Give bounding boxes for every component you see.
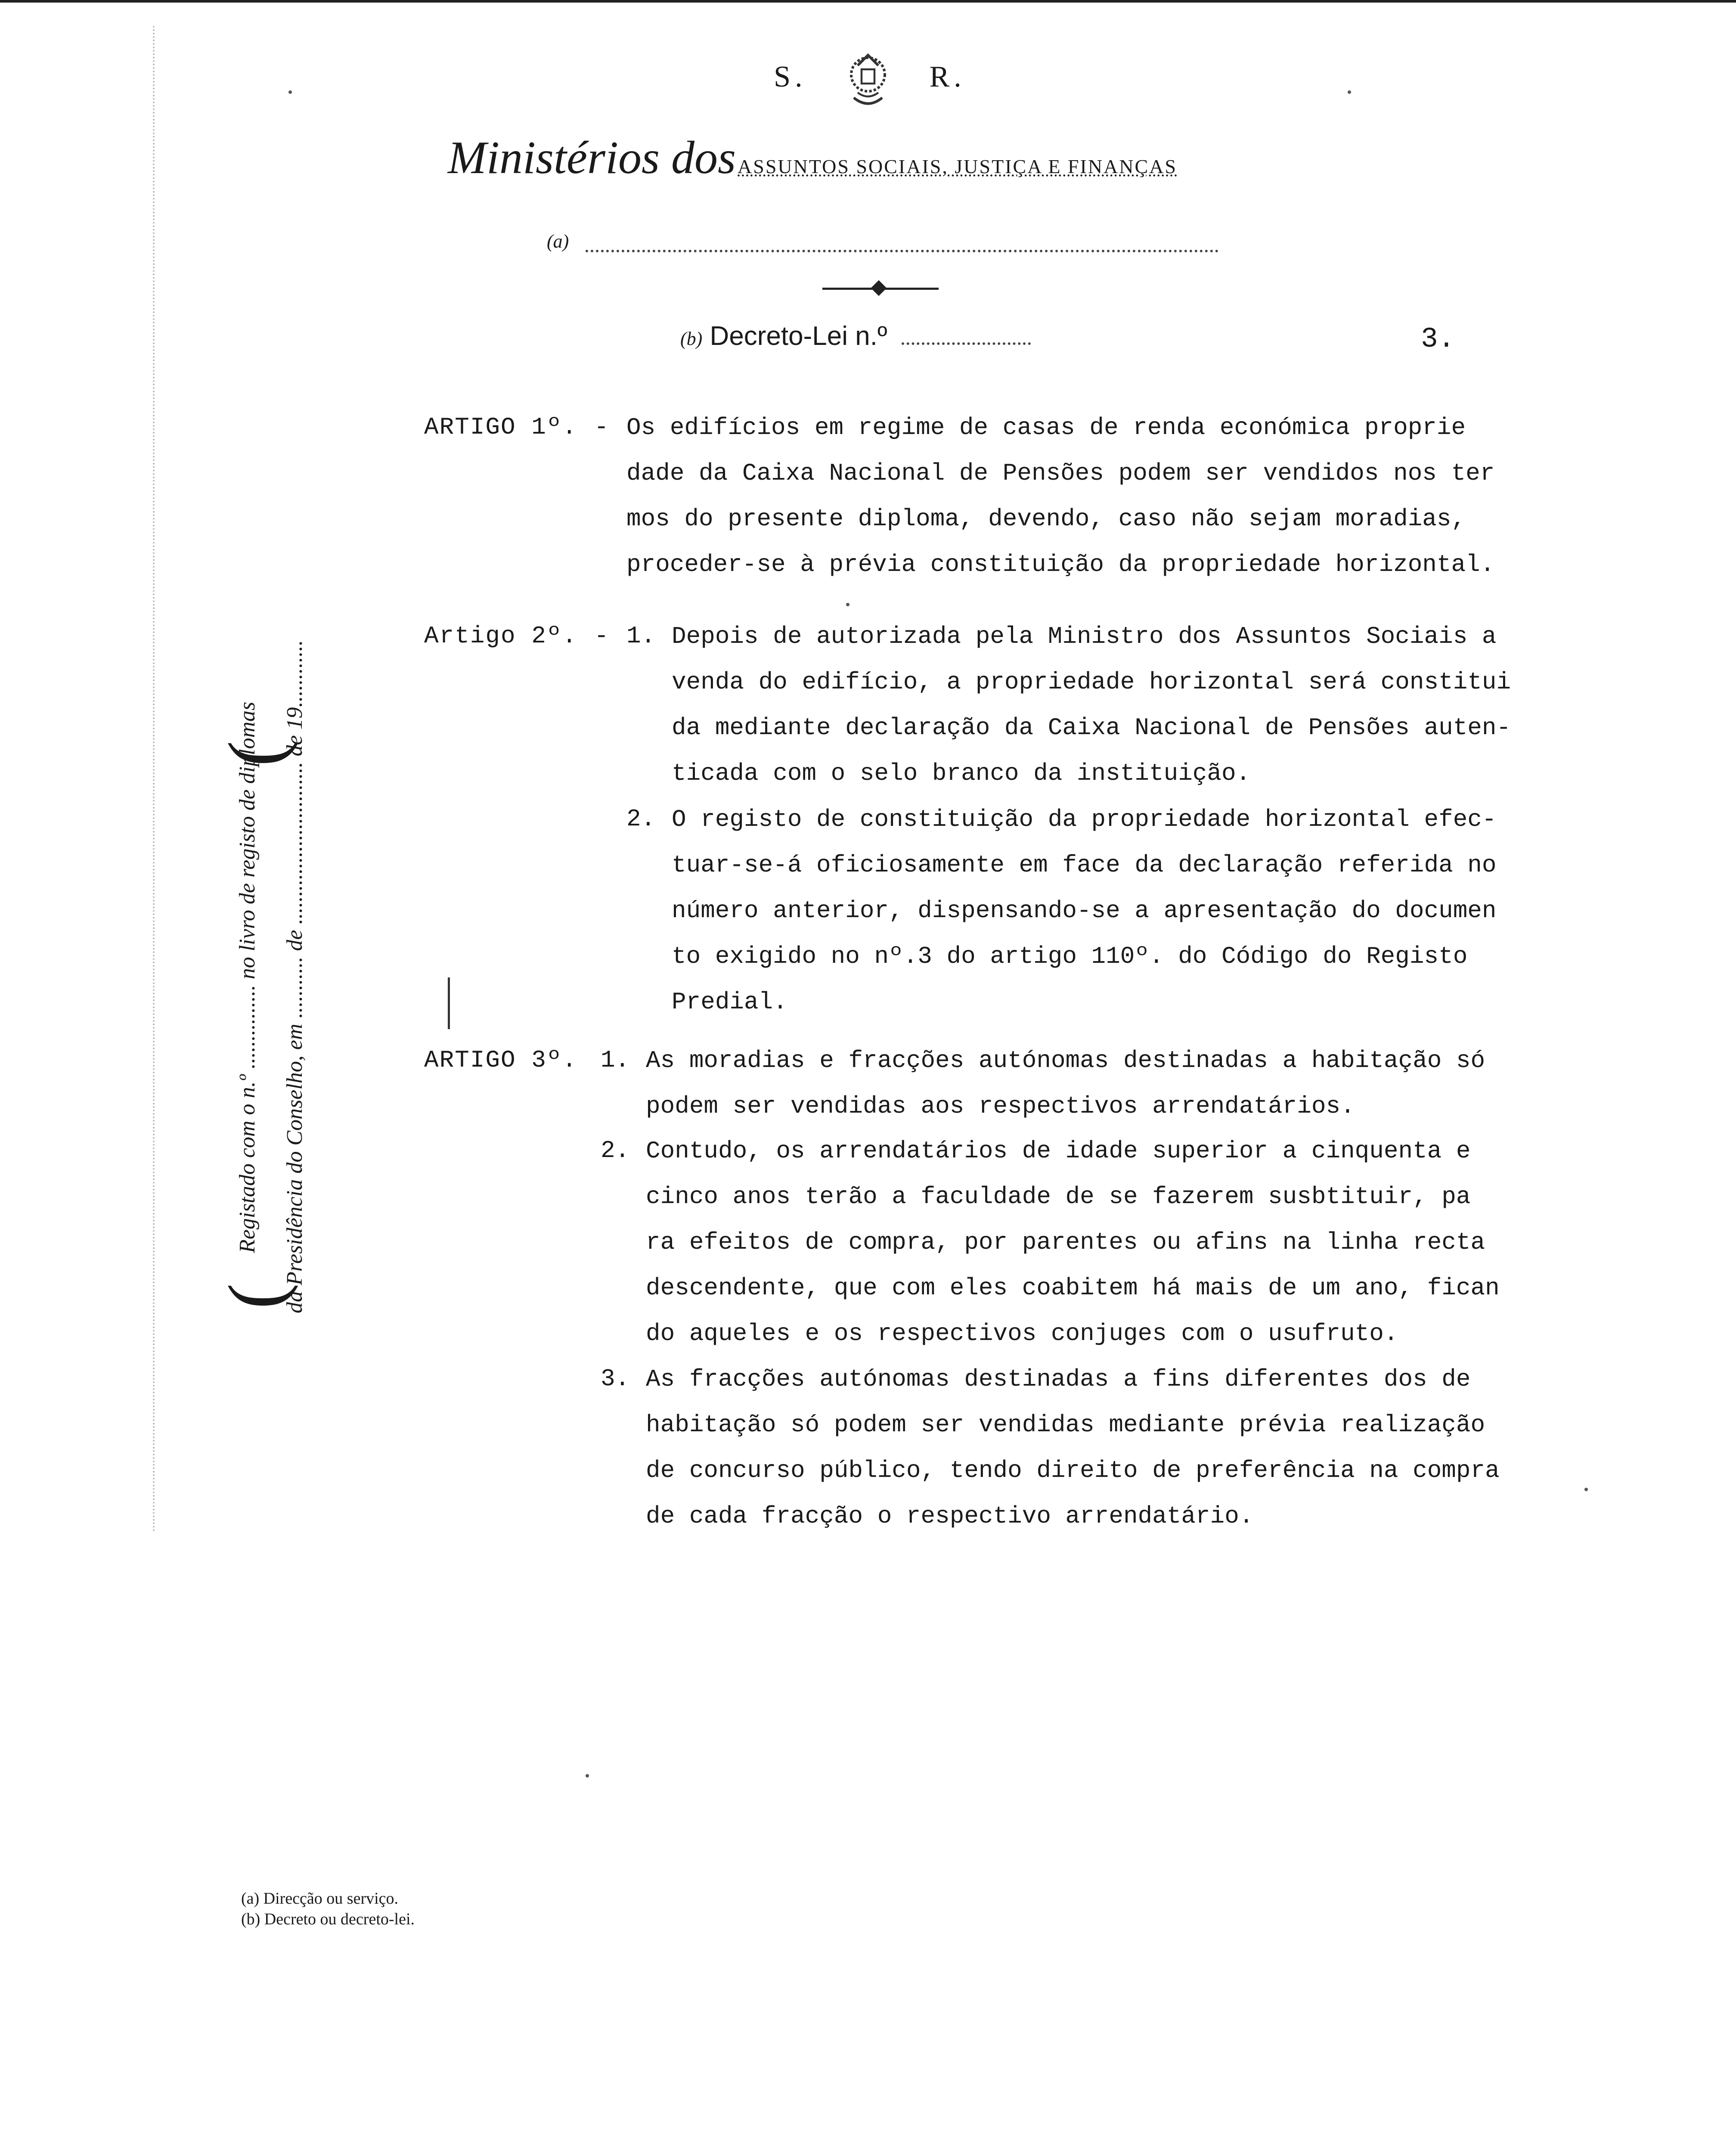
article-3-label: ARTIGO 3º. — [424, 1046, 578, 1074]
margin-registry-line2: da Presidência do Conselho, em ........... de ............................. de 19............ — [282, 640, 307, 1313]
article-2-item-1-num: 1. — [626, 622, 656, 650]
article-2-item-1-body — [672, 614, 1511, 796]
text-line: Os edifícios em regime de casas de renda económica proprie — [626, 414, 1466, 441]
decree-line — [680, 321, 1031, 351]
binding-holes — [153, 26, 156, 1533]
ministry-main: Ministérios dos — [448, 132, 736, 183]
text-line: As fracções autónomas destinadas a fins diferentes dos de — [646, 1365, 1471, 1393]
margin-registry-line1: Registado com o n.º ............... no livro de registo de diplomas — [235, 701, 260, 1253]
text-line: habitação só podem ser vendidas mediante prévia realização — [646, 1411, 1485, 1439]
article-1-label: ARTIGO 1º. — [424, 413, 578, 441]
article-2-item-2-body — [672, 797, 1497, 1025]
article-2-label: Artigo 2º. — [424, 622, 578, 650]
article-1-dash: - — [594, 413, 609, 441]
text-line: ticada com o selo branco da instituição. — [672, 760, 1251, 787]
article-2-item-2-num: 2. — [626, 805, 656, 833]
footnote-b: (b) Decreto ou decreto-lei. — [241, 1910, 415, 1928]
text-line: tuar-se-á oficiosamente em face da declaração referida no — [672, 851, 1497, 879]
footnote-a: (a) Direcção ou serviço. — [241, 1889, 399, 1908]
decree-number-dotted — [902, 342, 1031, 345]
header-right-mark: R. — [929, 60, 966, 94]
page-number: 3. — [1421, 323, 1455, 355]
article-2-dash: - — [594, 622, 609, 650]
footnotes — [241, 1888, 415, 1930]
margin-bracket-top: ( — [213, 741, 298, 766]
margin-bracket-bottom: ( — [213, 1283, 298, 1309]
text-line: mos do presente diploma, devendo, caso não sejam moradias, — [626, 505, 1466, 533]
scan-speck — [846, 603, 849, 606]
text-line: venda do edifício, a propriedade horizontal será constitui — [672, 668, 1511, 696]
text-line: As moradias e fracções autónomas destinadas a habitação só — [646, 1047, 1485, 1074]
article-3-item-3-num: 3. — [601, 1365, 630, 1393]
text-line: ra efeitos de compra, por parentes ou afins na linha recta — [646, 1229, 1485, 1256]
ministry-sub: ASSUNTOS SOCIAIS, JUSTIÇA E FINANÇAS — [738, 155, 1177, 177]
text-line: cinco anos terão a faculdade de se fazerem susbtituir, pa — [646, 1183, 1471, 1210]
text-line: de concurso público, tendo direito de preferência na compra — [646, 1457, 1500, 1484]
ministry-title — [448, 131, 1177, 185]
text-line: Depois de autorizada pela Ministro dos Assuntos Sociais a — [672, 623, 1497, 650]
text-line: Contudo, os arrendatários de idade superior a cinquenta e — [646, 1137, 1471, 1165]
article-3-item-1-body — [646, 1038, 1485, 1129]
scan-speck — [586, 1774, 589, 1778]
line-a-dotted — [586, 250, 1218, 252]
scan-mark — [448, 977, 450, 1029]
text-line: to exigido no nº.3 do artigo 110º. do Código do Registo — [672, 943, 1468, 970]
header-left-mark: S. — [774, 60, 807, 94]
scan-speck — [288, 90, 292, 94]
line-a-label: (a) — [547, 231, 569, 252]
text-line: descendente, que com eles coabitem há mais de um ano, fican — [646, 1274, 1500, 1302]
header-mark — [732, 47, 1008, 112]
article-1-body — [626, 405, 1494, 587]
text-line: Predial. — [672, 988, 787, 1016]
text-line: podem ser vendidas aos respectivos arrendatários. — [646, 1092, 1355, 1120]
coat-of-arms-icon — [836, 47, 900, 112]
text-line: do aqueles e os respectivos conjuges com o usufruto. — [646, 1320, 1398, 1347]
text-line: O registo de constituição da propriedade horizontal efec- — [672, 806, 1497, 833]
scan-speck — [1348, 90, 1351, 94]
top-border — [0, 0, 1736, 3]
text-line: proceder-se à prévia constituição da propriedade horizontal. — [626, 551, 1495, 578]
decree-marker: (b) — [680, 328, 703, 349]
article-3-item-2-num: 2. — [601, 1137, 630, 1164]
ornament-diamond — [871, 280, 887, 296]
text-line: de cada fracção o respectivo arrendatário. — [646, 1502, 1254, 1530]
decree-label: Decreto-Lei n.º — [710, 321, 887, 351]
text-line: dade da Caixa Nacional de Pensões podem ser vendidos nos ter — [626, 459, 1495, 487]
scan-speck — [1584, 1488, 1588, 1491]
article-3-item-3-body — [646, 1356, 1500, 1539]
text-line: da mediante declaração da Caixa Nacional de Pensões auten- — [672, 714, 1511, 741]
text-line: número anterior, dispensando-se a apresentação do documen — [672, 897, 1497, 924]
article-3-item-1-num: 1. — [601, 1046, 630, 1074]
article-3-item-2-body — [646, 1128, 1500, 1356]
